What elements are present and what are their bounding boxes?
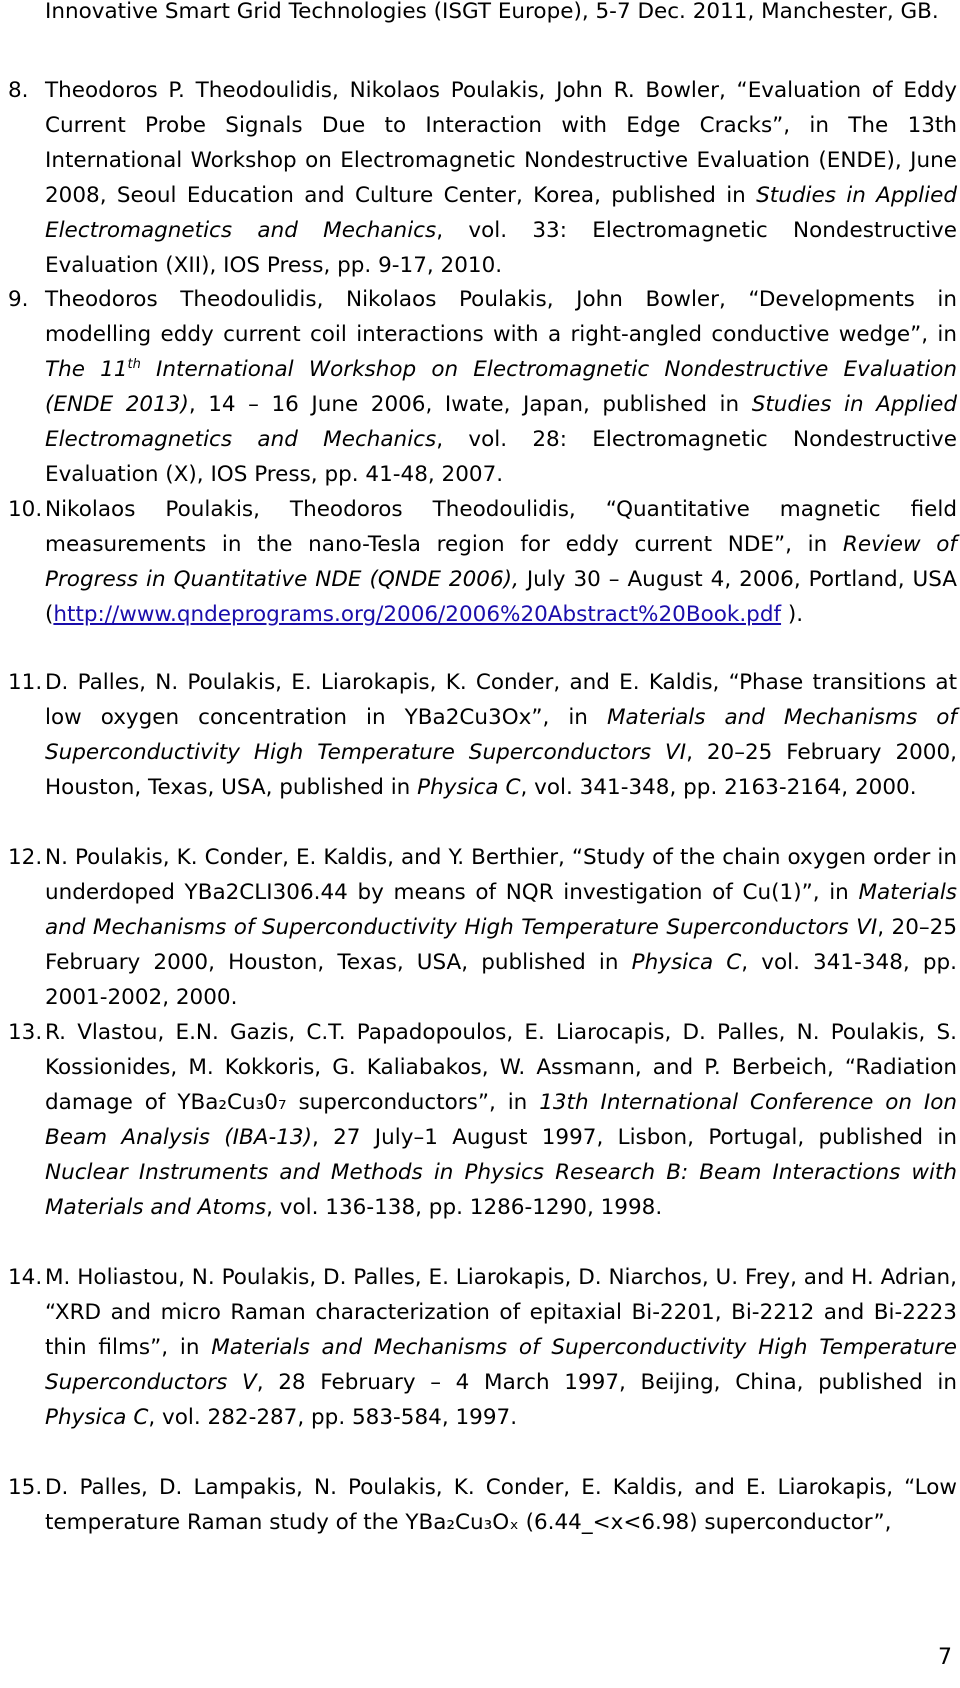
reference-number: 14. — [8, 1265, 43, 1290]
continued-reference-text: Innovative Smart Grid Technologies (ISGT Europe), 5-7 Dec. 2011, Manchester, GB. — [45, 0, 939, 24]
reference-text: Nikolaos Poulakis, Theodoros Theodoulidis, “Quantitative magnetic field measurements in the nano-Tesla region for eddy current NDE”, in Review of Progress in Quantitative NDE (QNDE 2006), July 30 – August 4, 2006, Portland, USA (http://www.qndeprograms.org/2006/2006%20Abstract%20Book.pdf ). — [45, 497, 958, 627]
reference-text: D. Palles, N. Poulakis, E. Liarokapis, K. Conder, and E. Kaldis, “Phase transitions at low oxygen concentration in YBa2Cu3Ox”, in Materials and Mechanisms of Superconductivity High Temperature Superconductors VI, 20–25 February 2000, Houston, Texas, USA, published in Physica C, vol. 341-348, pp. 2163-2164, 2000. — [45, 670, 957, 800]
reference-number: 10. — [8, 497, 43, 522]
reference-text: Theodoros P. Theodoulidis, Nikolaos Poulakis, John R. Bowler, “Evaluation of Eddy Current Probe Signals Due to Interaction with Edge Cracks”, in The 13th International Workshop on Electromagnetic Nondestructive Evaluation (ENDE), June 2008, Seoul Education and Culture Center, Korea, published in Studies in Applied Electromagnetics and Mechanics, vol. 33: Electromagnetic Nondestructive Evaluation (XII), IOS Press, pp. 9-17, 2010. — [45, 78, 957, 278]
reference-link[interactable]: http://www.qndeprograms.org/2006/2006%20Abstract%20Book.pdf — [53, 602, 782, 627]
reference-number: 12. — [8, 845, 43, 870]
reference-text: R. Vlastou, E.N. Gazis, C.T. Papadopoulos, E. Liarocapis, D. Palles, N. Poulakis, S. Kossionides, M. Kokkoris, G. Kaliabakos, W. Assmann, and P. Berbeich, “Radiation damage of YBa₂Cu₃0₇ superconductors”, in 13th International Conference on Ion Beam Analysis (IBA-13), 27 July–1 August 1997, Lisbon, Portugal, published in Nuclear Instruments and Methods in Physics Research B: Beam Interactions with Materials and Atoms, vol. 136-138, pp. 1286-1290, 1998. — [45, 1020, 957, 1220]
reference-number: 8. — [8, 78, 29, 103]
reference-number: 15. — [8, 1475, 43, 1500]
reference-number: 11. — [8, 670, 43, 695]
reference-number: 13. — [8, 1020, 43, 1045]
reference-text: D. Palles, D. Lampakis, N. Poulakis, K. Conder, E. Kaldis, and E. Liarokapis, “Low temperature Raman study of the YBa₂Cu₃Oₓ (6.44_<x<6.98) superconductor”, — [45, 1475, 957, 1535]
reference-text: Theodoros Theodoulidis, Nikolaos Poulakis, John Bowler, “Developments in modelling eddy current coil interactions with a right-angled conductive wedge”, in The 11th International Workshop on Electromagnetic Nondestructive Evaluation (ENDE 2013), 14 – 16 June 2006, Iwate, Japan, published in Studies in Applied Electromagnetics and Mechanics, vol. 28: Electromagnetic Nondestructive Evaluation (X), IOS Press, pp. 41-48, 2007. — [45, 287, 957, 487]
reference-text: M. Holiastou, N. Poulakis, D. Palles, E. Liarokapis, D. Niarchos, U. Frey, and H. Adrian, “XRD and micro Raman characterization of epitaxial Bi-2201, Bi-2212 and Bi-2223 thin films”, in Materials and Mechanisms of Superconductivity High Temperature Superconductors V, 28 February – 4 March 1997, Beijing, China, published in Physica C, vol. 282-287, pp. 583-584, 1997. — [45, 1265, 958, 1430]
reference-number: 9. — [8, 287, 29, 312]
reference-text: N. Poulakis, K. Conder, E. Kaldis, and Y. Berthier, “Study of the chain oxygen order in underdoped YBa2CLI306.44 by means of NQR investigation of Cu(1)”, in Materials and Mechanisms of Superconductivity High Temperature Superconductors VI, 20–25 February 2000, Houston, Texas, USA, published in Physica C, vol. 341-348, pp. 2001-2002, 2000. — [45, 845, 957, 1010]
page-number: 7 — [938, 1645, 952, 1670]
